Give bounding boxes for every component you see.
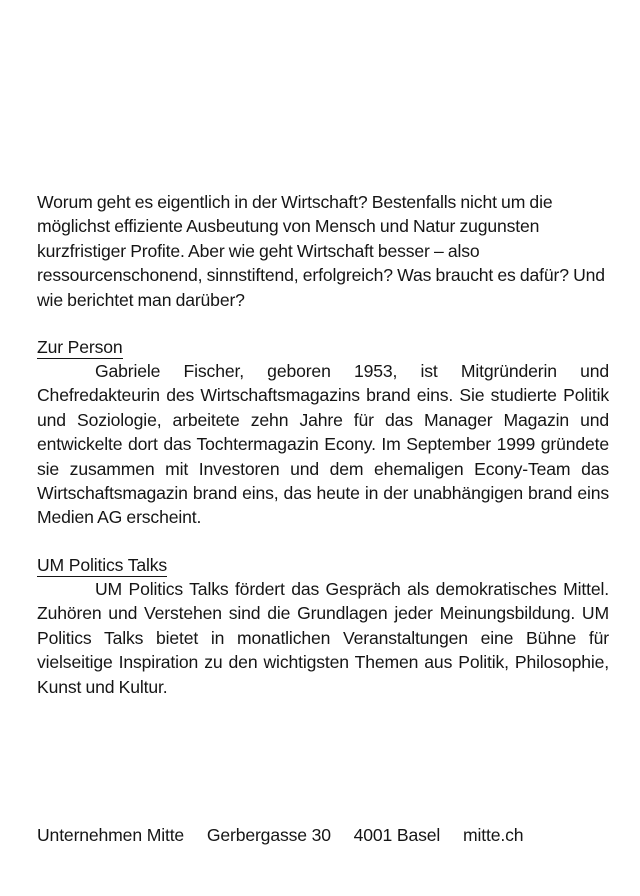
footer-city: 4001 Basel	[353, 825, 441, 845]
person-paragraph	[37, 359, 609, 530]
talks-heading: UM Politics Talks	[37, 554, 168, 575]
document-body	[37, 190, 609, 699]
talks-paragraph	[37, 577, 609, 699]
person-text: Gabriele Fischer, geboren 1953, ist Mitgründerin und Chefredakteurin des Wirtschaftsmagazins brand eins. Sie studierte Politik und Soziologie, arbeitete zehn Jahre für das Manager Magazin und entwickelte dort das Tochtermagazin Econy. Im September 1999 gründete sie zusammen mit Investoren und dem ehemaligen Econy-Team das Wirtschaftsmagazin brand eins, das heute in der unabhängigen brand eins Medien AG erscheint.	[37, 361, 609, 528]
footer-org: Unternehmen Mitte	[37, 825, 185, 845]
footer-web: mitte.ch	[462, 825, 524, 845]
footer-address	[37, 823, 523, 847]
talks-text: UM Politics Talks fördert das Gespräch als demokratisches Mittel. Zuhören und Verstehen sind die Grundlagen jeder Meinungsbildung. UM Politics Talks bietet in monatlichen Veranstaltungen eine Bühne für vielseitige Inspiration zu den wichtigsten Themen aus Politik, Philosophie, Kunst und Kultur.	[37, 578, 609, 697]
person-heading: Zur Person	[37, 337, 123, 358]
talks-section	[37, 554, 609, 699]
intro-paragraph: Worum geht es eigentlich in der Wirtschaft? Bestenfalls nicht um die möglichst effiziente Ausbeutung von Mensch und Natur zugunsten kurzfristiger Profite. Aber wie geht Wirtschaft besser – also ressourcenschonend, sinnstiftend, erfolgreich? Was braucht es dafür? Und wie berichtet man darüber?	[37, 192, 605, 310]
footer-street: Gerbergasse 30	[206, 825, 331, 845]
person-section	[37, 336, 609, 530]
